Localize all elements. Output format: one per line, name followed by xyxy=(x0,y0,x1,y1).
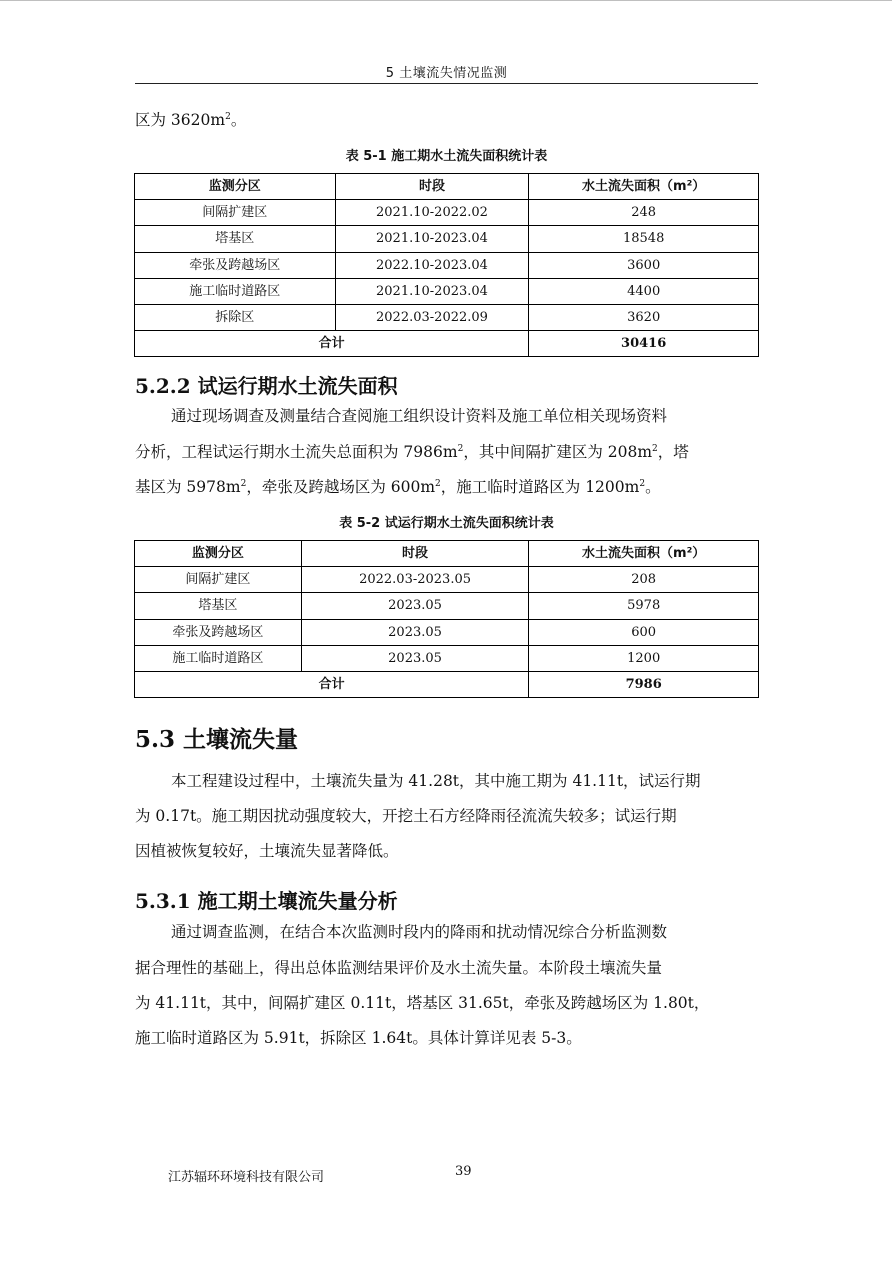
table-row xyxy=(135,567,759,593)
column-header: 监测分区 xyxy=(135,541,302,567)
table-cell: 3620 xyxy=(529,304,759,330)
column-header: 水土流失面积（m²） xyxy=(529,174,759,200)
paragraph-line: 通过调查监测，在结合本次监测时段内的降雨和扰动情况综合分析监测数 xyxy=(171,923,668,941)
table-cell: 5978 xyxy=(529,593,759,619)
paragraph-line: 通过现场调查及测量结合查阅施工组织设计资料及施工单位相关现场资料 xyxy=(171,407,668,425)
column-header: 监测分区 xyxy=(135,174,336,200)
table-header-row xyxy=(135,174,759,200)
page-number: 39 xyxy=(455,1164,472,1179)
table-cell: 18548 xyxy=(529,226,759,252)
table-cell: 1200 xyxy=(529,645,759,671)
table-cell: 间隔扩建区 xyxy=(135,200,336,226)
column-header: 时段 xyxy=(335,174,529,200)
table-row xyxy=(135,619,759,645)
total-value: 30416 xyxy=(529,331,759,357)
table-cell: 塔基区 xyxy=(135,593,302,619)
table-cell: 间隔扩建区 xyxy=(135,567,302,593)
table-header-row xyxy=(135,541,759,567)
table-5-1-caption: 表 5-1 施工期水土流失面积统计表 xyxy=(345,149,548,164)
table-cell: 3600 xyxy=(529,252,759,278)
section-heading-5-2-2: 5.2.2 试运行期水土流失面积 xyxy=(135,374,398,398)
paragraph-line: 基区为 $5978m^2$，牵张及跨越场区为 $600m^2$，施工临时道路区为 $1200m^2$。 xyxy=(135,478,661,496)
table-cell: 塔基区 xyxy=(135,226,336,252)
table-total-row xyxy=(135,331,759,357)
table-cell: 2022.03-2022.09 xyxy=(335,304,529,330)
table-cell: 2022.10-2023.04 xyxy=(335,252,529,278)
paragraph-line: 为 41.11t，其中，间隔扩建区 0.11t，塔基区 31.65t，牵张及跨越场区为 1.80t， xyxy=(135,994,710,1012)
table-cell: 2023.05 xyxy=(301,619,529,645)
table-cell: 4400 xyxy=(529,278,759,304)
table-cell: 2021.10-2023.04 xyxy=(335,278,529,304)
table-row xyxy=(135,593,759,619)
table-cell: 2023.05 xyxy=(301,593,529,619)
table-5-2 xyxy=(134,540,759,698)
table-cell: 施工临时道路区 xyxy=(135,645,302,671)
table-cell: 248 xyxy=(529,200,759,226)
table-cell: 208 xyxy=(529,567,759,593)
total-label: 合计 xyxy=(135,671,529,697)
table-total-row xyxy=(135,671,759,697)
header-rule xyxy=(135,83,758,84)
paragraph-line: 据合理性的基础上，得出总体监测结果评价及水土流失量。本阶段土壤流失量 xyxy=(135,959,663,977)
table-cell: 牵张及跨越场区 xyxy=(135,619,302,645)
paragraph-line: 因植被恢复较好，土壤流失显著降低。 xyxy=(135,842,399,860)
column-header: 水土流失面积（m²） xyxy=(529,541,759,567)
table-row xyxy=(135,304,759,330)
table-5-2-caption: 表 5-2 试运行期水土流失面积统计表 xyxy=(339,516,554,531)
table-row xyxy=(135,200,759,226)
footer-company: 江苏辐环环境科技有限公司 xyxy=(168,1170,325,1185)
table-cell: 拆除区 xyxy=(135,304,336,330)
table-row xyxy=(135,226,759,252)
paragraph-line: 本工程建设过程中，土壤流失量为 41.28t，其中施工期为 41.11t，试运行期 xyxy=(171,772,701,790)
intro-line: 区为 $3620m^2$。 xyxy=(135,111,247,129)
column-header: 时段 xyxy=(301,541,529,567)
paragraph-line: 分析，工程试运行期水土流失总面积为 $7986m^2$，其中间隔扩建区为 $208m^2$，塔 xyxy=(135,443,689,461)
paragraph-line: 为 0.17t。施工期因扰动强度较大，开挖土石方经降雨径流流失较多；试运行期 xyxy=(135,807,677,825)
paragraph-line: 施工临时道路区为 5.91t，拆除区 1.64t。具体计算详见表 5-3。 xyxy=(135,1029,582,1047)
total-label: 合计 xyxy=(135,331,529,357)
table-cell: 施工临时道路区 xyxy=(135,278,336,304)
running-header: 5 土壤流失情况监测 xyxy=(385,66,508,81)
table-cell: 牵张及跨越场区 xyxy=(135,252,336,278)
table-row xyxy=(135,278,759,304)
table-cell: 2023.05 xyxy=(301,645,529,671)
total-value: 7986 xyxy=(529,671,759,697)
table-5-1 xyxy=(134,173,759,357)
table-cell: 600 xyxy=(529,619,759,645)
section-heading-5-3: 5.3 土壤流失量 xyxy=(135,726,299,753)
table-cell: 2021.10-2023.04 xyxy=(335,226,529,252)
table-cell: 2022.03-2023.05 xyxy=(301,567,529,593)
table-cell: 2021.10-2022.02 xyxy=(335,200,529,226)
table-row xyxy=(135,645,759,671)
page-top-border xyxy=(0,0,892,1)
section-heading-5-3-1: 5.3.1 施工期土壤流失量分析 xyxy=(135,889,398,913)
table-row xyxy=(135,252,759,278)
